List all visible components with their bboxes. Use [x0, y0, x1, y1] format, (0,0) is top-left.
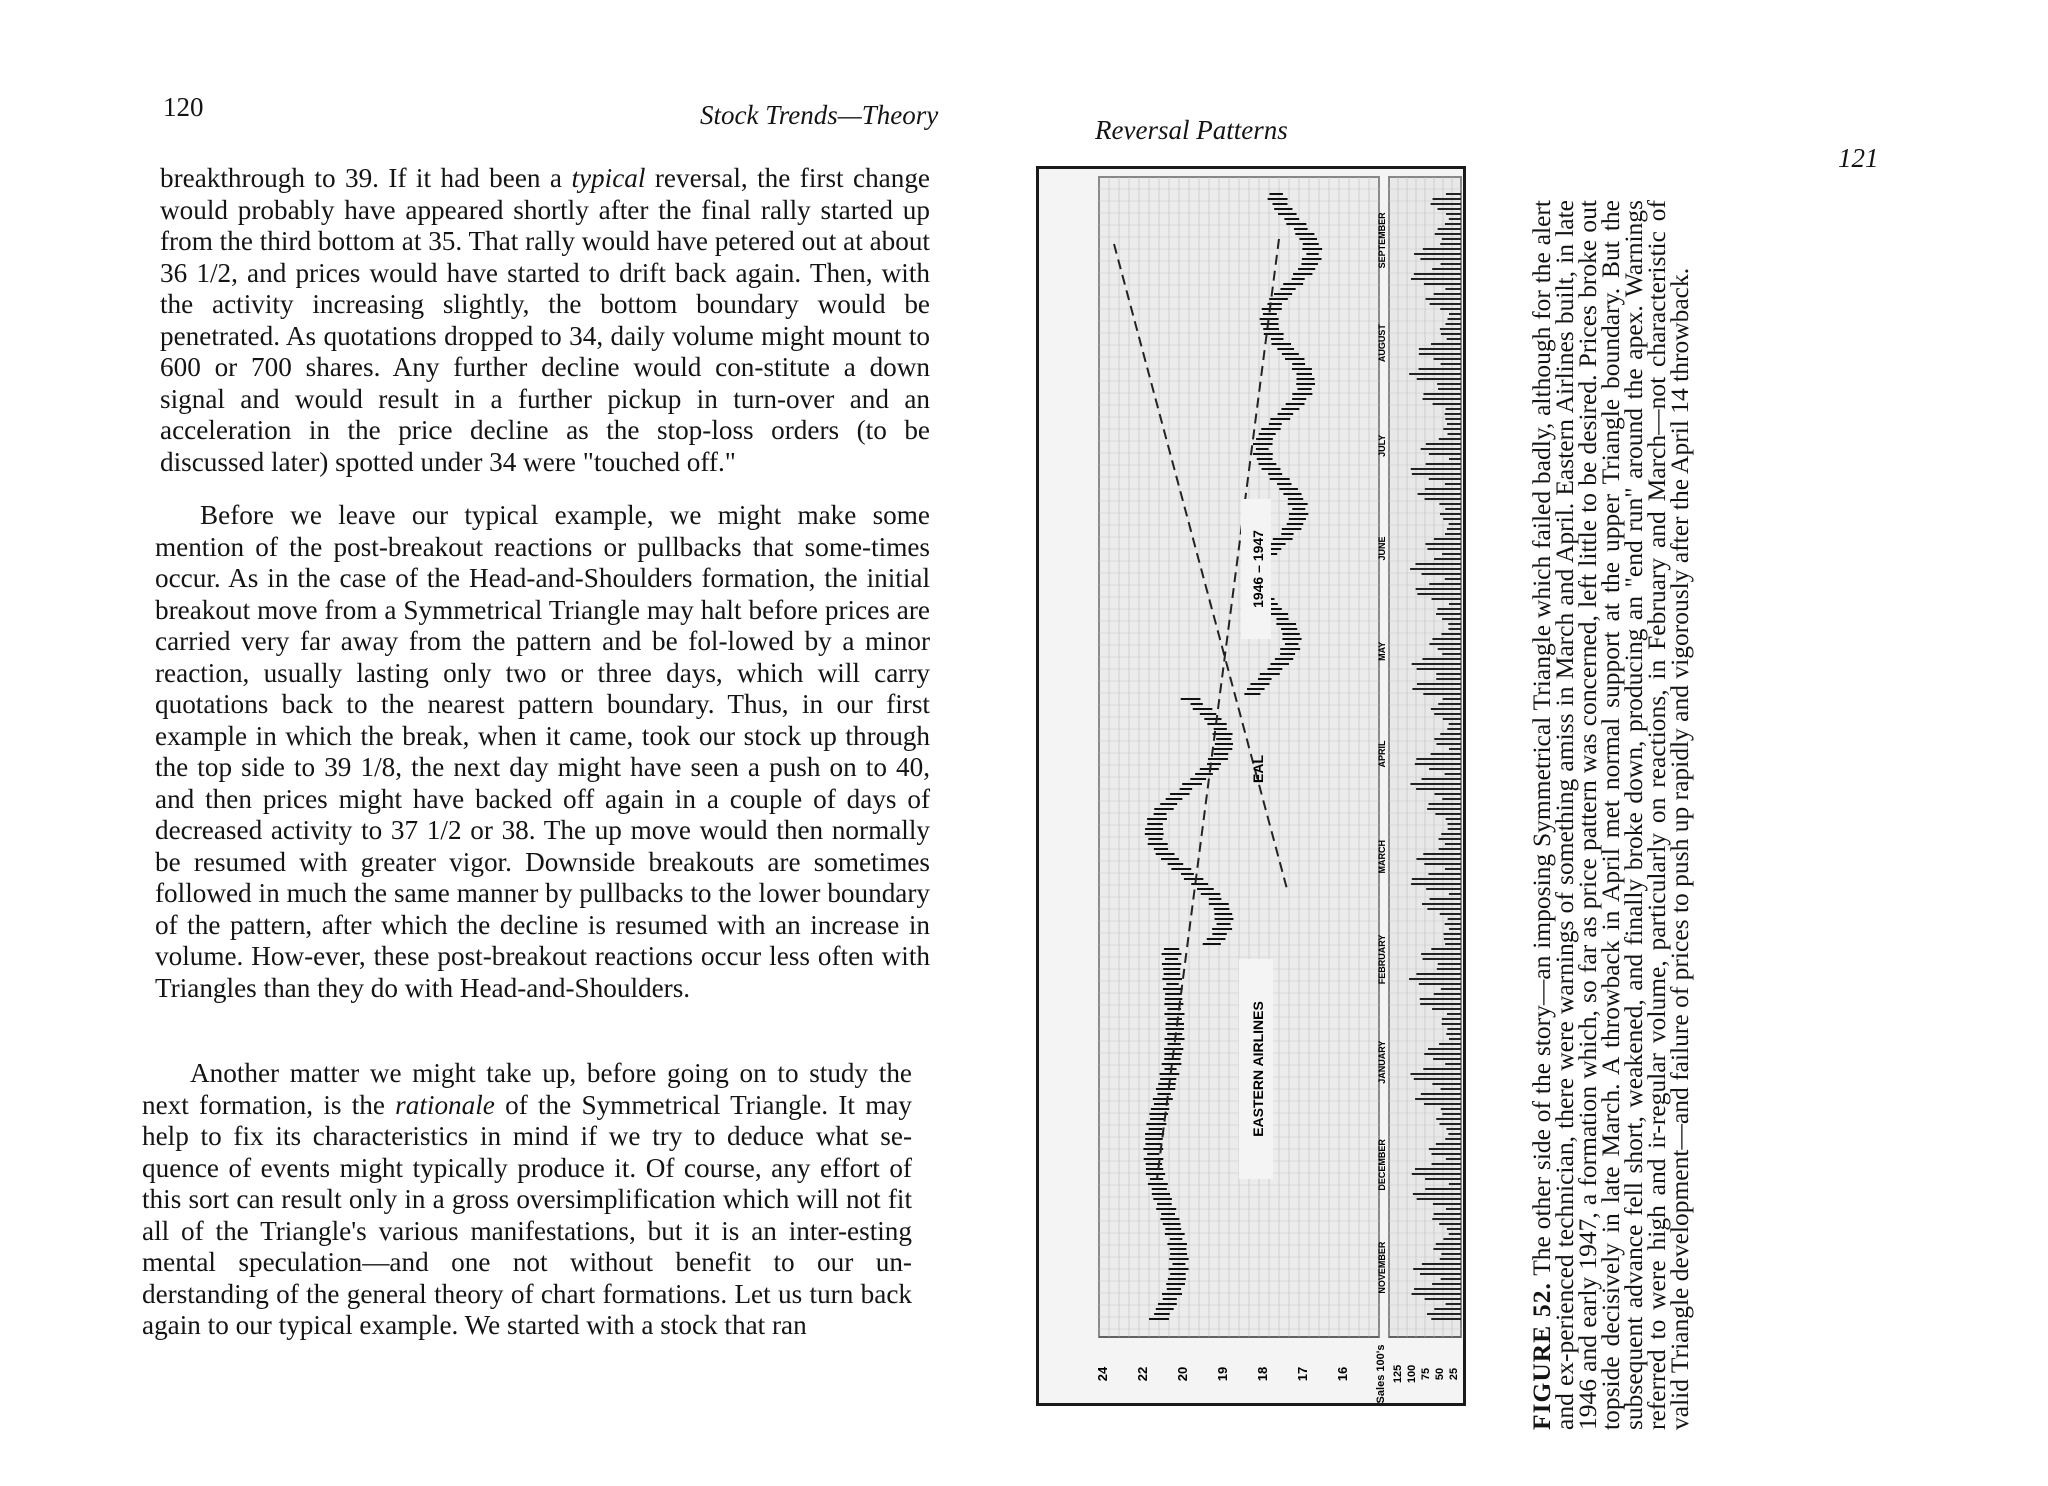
volume-tick: [1406, 1365, 1418, 1383]
stock-chart-figure: [1036, 166, 1466, 1406]
month-label: SEPTEMBER: [1377, 212, 1387, 269]
month-tick: [1377, 537, 1387, 561]
price-tick: [1335, 1367, 1350, 1381]
price-tick-label: 22: [1135, 1366, 1150, 1382]
page-number-left: 120: [163, 92, 204, 122]
para-1-text-a: breakthrough to 39. If it had been a: [160, 163, 572, 193]
volume-tick-label: 125: [1392, 1364, 1404, 1384]
price-tick: [1135, 1367, 1150, 1381]
stock-chart-svg: [1039, 169, 1466, 1406]
volume-tick: [1434, 1368, 1446, 1380]
month-tick: [1377, 740, 1387, 768]
stock-name-label: EASTERN AIRLINES: [1250, 1001, 1266, 1137]
volume-tick-label: 75: [1420, 1367, 1432, 1381]
price-tick: [1175, 1367, 1190, 1381]
body-paragraph-2: [155, 500, 930, 1004]
volume-tick-label: 50: [1434, 1367, 1446, 1381]
month-label: JUNE: [1377, 536, 1387, 561]
month-label: FEBRUARY: [1377, 934, 1387, 985]
volume-axis-label: Sales 100's: [1375, 1344, 1387, 1404]
running-head-right: Reversal Patterns: [1095, 115, 1288, 145]
para-1-emphasis: typical: [571, 163, 646, 193]
month-tick: [1377, 1139, 1387, 1191]
month-label: APRIL: [1377, 740, 1387, 768]
month-tick: [1377, 324, 1387, 363]
page-number-right: 121: [1838, 143, 1879, 173]
price-tick-label: 24: [1095, 1366, 1110, 1382]
month-tick: [1377, 1241, 1387, 1294]
running-head-left: Stock Trends—Theory: [700, 100, 939, 130]
para-3-text-a: Another matter we might take up, before going on to study the next formation, is the: [142, 1058, 912, 1120]
body-paragraph-1: [160, 163, 930, 478]
price-tick: [1095, 1366, 1110, 1381]
month-label: DECEMBER: [1377, 1139, 1387, 1191]
para-1-text-b: reversal, the first change would probably have appeared shortly after the final rally started up from the third bottom at 35. That rally would have petered out at about 36 1/2, and prices would have started to drift back again. Then, with the activity increasing slightly, the bottom boundary would be penetrated. As quotations dropped to 34, daily volume might mount to 600 or 700 shares. Any further decline would con-stitute a down signal and would result in a further pickup in turn-over and an acceleration in the price decline as the stop-loss orders (to be discussed later) spotted under 34 were "touched off.": [160, 163, 930, 477]
volume-tick-label: 100: [1406, 1364, 1418, 1384]
body-paragraph-3: [142, 1058, 912, 1342]
figure-label: FIGURE 52.: [1527, 1282, 1556, 1430]
month-label: JANUARY: [1377, 1040, 1387, 1084]
month-label: MARCH: [1377, 839, 1387, 874]
volume-tick: [1448, 1368, 1460, 1380]
month-label: AUGUST: [1377, 324, 1387, 363]
price-tick-label: 19: [1215, 1366, 1230, 1382]
figure-caption: [1527, 200, 1694, 1430]
ticker-label: EAL: [1250, 755, 1266, 783]
volume-tick: [1420, 1368, 1432, 1380]
volume-tick: [1392, 1365, 1404, 1383]
volume-axis-title: [1375, 1345, 1387, 1404]
volume-axis: [1375, 1345, 1460, 1404]
price-tick-label: 20: [1175, 1366, 1190, 1382]
month-label: JULY: [1377, 434, 1387, 457]
para-2-text: Before we leave our typical example, we might make some mention of the post-breakout reactions or pullbacks that some-times occur. As in the case of the Head-and-Shoulders formation, the initial breakout move from a Symmetrical Triangle may halt before prices are carried very far away from the pattern and be fol-lowed by a minor reaction, usually lasting only two or three days, which will carry quotations back to the nearest pattern boundary. Thus, in our first example in which the break, when it came, took our stock up through the top side to 39 1/8, the next day might have seen a push on to 40, and then prices might have backed off again in a couple of days of decreased activity to 37 1/2 or 38. The up move would then normally be resumed with greater vigor. Downside breakouts are sometimes followed in much the same manner by pullbacks to the lower boundary of the pattern, after which the decline is resumed with an increase in volume. How-ever, these post-breakout reactions occur less often with Triangles than they do with Head-and-Shoulders.: [155, 500, 930, 1003]
month-tick: [1377, 935, 1387, 985]
month-tick: [1377, 1041, 1387, 1084]
price-tick: [1215, 1367, 1230, 1381]
price-tick-label: 16: [1335, 1366, 1350, 1382]
price-axis: [1095, 1366, 1350, 1381]
month-tick: [1377, 840, 1387, 874]
price-tick-label: 18: [1255, 1366, 1270, 1382]
price-tick: [1255, 1367, 1270, 1381]
para-3-emphasis: rationale: [395, 1089, 495, 1120]
figure-caption-text: The other side of the story—an imposing Symmetrical Triangle which failed badly, although for the alert and ex-perienced technician, there were warnings of something amiss in March and April. Eastern Airlines built, in late 1946 and early 1947, a formation which, so far as price pattern was concerned, left little to be desired. Prices broke out topside decisively in late March. A throwback in April met normal support at the upper Triangle boundary. But the subsequent advance fell short, weakened, and finally broke down, producing an "end run" around the apex. Warnings referred to were high and ir-regular volume, particularly on reactions, in February and March—not characteristic of valid Triangle development—and failure of prices to push up rapidly and vigorously after the April 14 throwback.: [1527, 200, 1694, 1430]
price-tick-label: 17: [1295, 1366, 1310, 1382]
month-label: NOVEMBER: [1377, 1241, 1387, 1294]
price-tick: [1295, 1367, 1310, 1381]
years-label: 1946 – 1947: [1250, 530, 1266, 608]
month-tick: [1377, 212, 1387, 269]
month-tick: [1377, 642, 1387, 661]
month-tick: [1377, 435, 1387, 457]
para-3-text-b: of the Symmetrical Triangle. It may help to fix its characteristics in mind if we try to deduce what se-quence of events might typically produce it. Of course, any effort of this sort can result only in a gross oversimplification which will not fit all of the Triangle's various manifestations, but it is an inter-esting mental speculation—and one not without benefit to our un-derstanding of the general theory of chart formations. Let us turn back again to our typical example. We started with a stock that ran: [142, 1089, 912, 1340]
month-label: MAY: [1377, 641, 1387, 661]
volume-tick-label: 25: [1448, 1367, 1460, 1381]
